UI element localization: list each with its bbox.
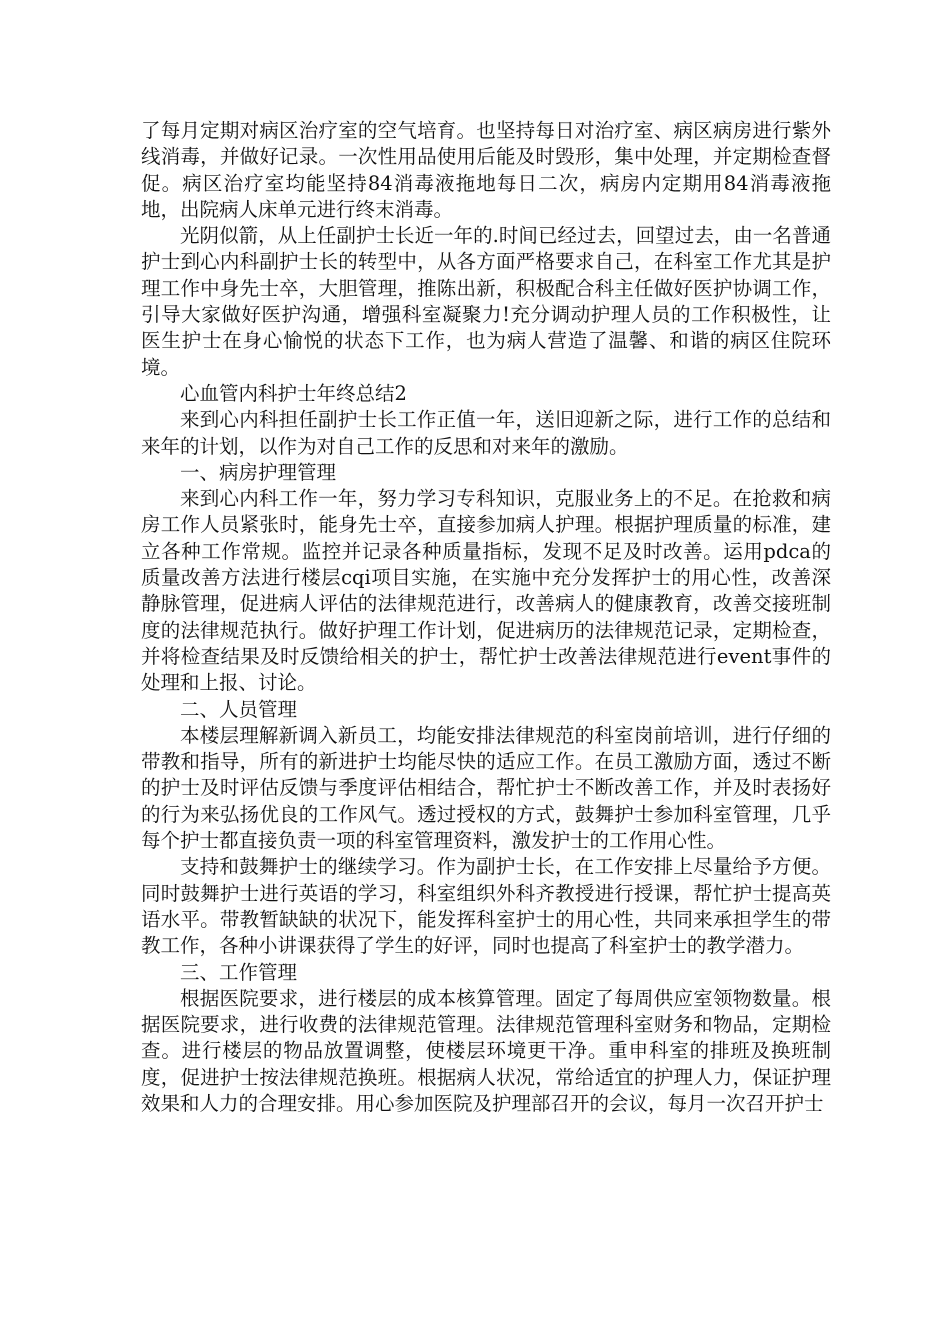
paragraph-reflection: 光阴似箭，从上任副护士长近一年的.时间已经过去，回望过去，由一名普通护士到心内科副护士长的转型中，从各方面严格要求自己，在科室工作尤其是护理工作中身先士卒，大胆管理，推陈出新，积极配合科主任做好医护协调工作，引导大家做好医护沟通，增强科室凝聚力!充分调动护理人员的工作积极性，让医生护士在身心愉悦的状态下工作，也为病人营造了温馨、和谐的病区住院环境。 <box>141 224 831 379</box>
paragraph-work-management: 根据医院要求，进行楼层的成本核算管理。固定了每周供应室领物数量。根据医院要求，进行收费的法律规范管理。法律规范管理科室财务和物品，定期检查。进行楼层的物品放置调整，使楼层环境更干净。重申科室的排班及换班制度，促进护士按法律规范换班。根据病人状况，常给适宜的护理人力，保证护理效果和人力的合理安排。用心参加医院及护理部召开的会议，每月一次召开护士 <box>141 986 831 1115</box>
paragraph-intro: 来到心内科担任副护士长工作正值一年，送旧迎新之际，进行工作的总结和来年的计划，以作为对自己工作的反思和对来年的激励。 <box>141 408 831 458</box>
paragraph-ward-management: 来到心内科工作一年，努力学习专科知识，克服业务上的不足。在抢救和病房工作人员紧张时，能身先士卒，直接参加病人护理。根据护理质量的标准，建立各种工作常规。监控并记录各种质量指标，发现不足及时改善。运用pdca的质量改善方法进行楼层cqi项目实施，在实施中充分发挥护士的用心性，改善深静脉管理，促进病人评估的法律规范进行，改善病人的健康教育，改善交接班制度的法律规范执行。做好护理工作计划，促进病历的法律规范记录，定期检查，并将检查结果及时反馈给相关的护士，帮忙护士改善法律规范进行event事件的处理和上报、讨论。 <box>141 487 831 695</box>
heading-work-management: 三、工作管理 <box>180 960 298 984</box>
document-page <box>141 118 831 1117</box>
paragraph-staff-management: 本楼层理解新调入新员工，均能安排法律规范的科室岗前培训，进行仔细的带教和指导，所有的新进护士均能尽快的适应工作。在员工激励方面，透过不断的护士及时评估反馈与季度评估相结合，帮忙护士不断改善工作，并及时表扬好的行为来弘扬优良的工作风气。透过授权的方式，鼓舞护士参加科室管理，几乎每个护士都直接负责一项的科室管理资料，激发护士的工作用心性。 <box>141 723 831 853</box>
heading-staff-management: 二、人员管理 <box>180 697 298 721</box>
paragraph-continuing-education: 支持和鼓舞护士的继续学习。作为副护士长，在工作安排上尽量给予方便。同时鼓舞护士进行英语的学习，科室组织外科齐教授进行授课，帮忙护士提高英语水平。带教暂缺缺的状况下，能发挥科室护士的用心性，共同来承担学生的带教工作，各种小讲课获得了学生的好评，同时也提高了科室护士的教学潜力。 <box>141 855 831 958</box>
paragraph-disinfection: 了每月定期对病区治疗室的空气培育。也坚持每日对治疗室、病区病房进行紫外线消毒，并做好记录。一次性用品使用后能及时毁形，集中处理，并定期检查督促。病区治疗室均能坚持84消毒液拖地每日二次，病房内定期用84消毒液拖地，出院病人床单元进行终末消毒。 <box>141 119 831 221</box>
heading-ward-management: 一、病房护理管理 <box>180 460 337 484</box>
section-title: 心血管内科护士年终总结2 <box>180 381 407 405</box>
